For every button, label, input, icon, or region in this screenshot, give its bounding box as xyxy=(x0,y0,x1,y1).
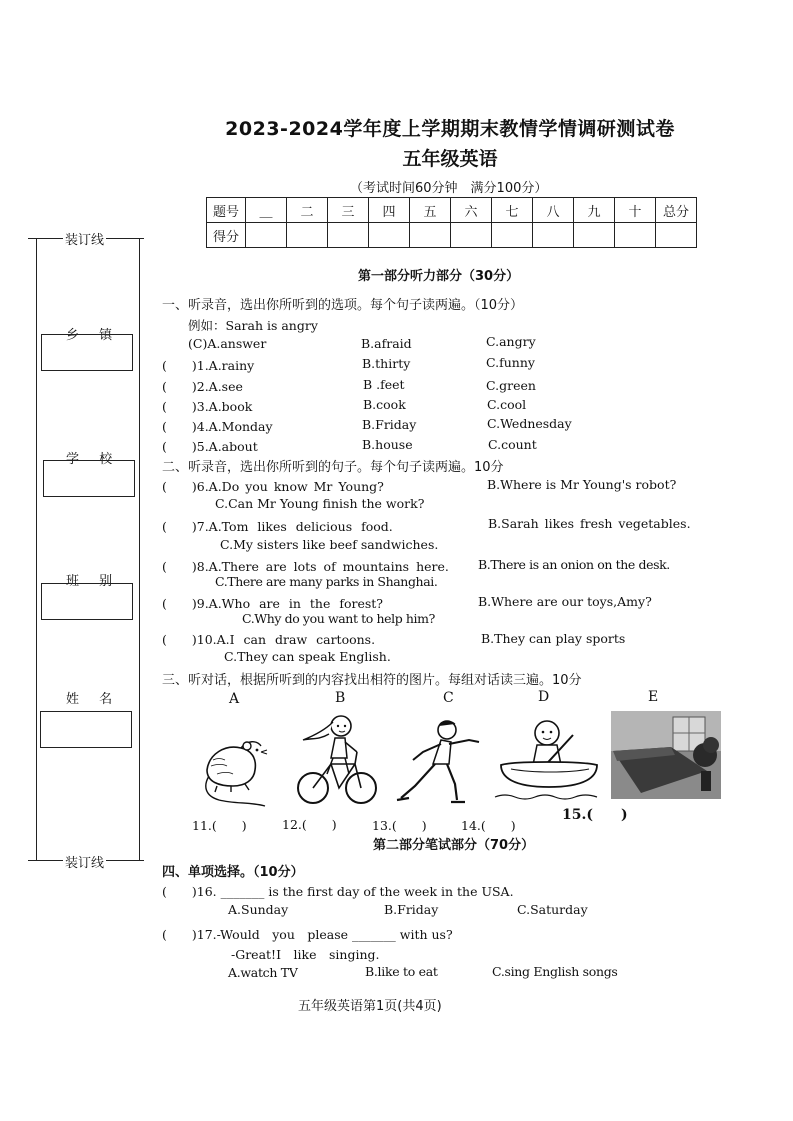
field-label-name: 姓 名 xyxy=(66,692,121,707)
exam-title: 2023-2024学年度上学期期末教情学情调研测试卷 xyxy=(225,118,675,140)
section1-example-c: C.angry xyxy=(486,334,536,349)
score-table-row-label: 题号 xyxy=(207,198,246,223)
score-table-header-row xyxy=(207,198,697,223)
score-cell[interactable] xyxy=(492,223,533,248)
section4-heading: 四、单项选择。（10分） xyxy=(162,865,304,880)
q4-option-a: ( )4.A.Monday xyxy=(162,419,273,434)
blank-13[interactable]: 13.( ) xyxy=(372,818,427,833)
binding-label-bottom: 装订线 xyxy=(63,852,106,871)
picture-letter-e: E xyxy=(648,689,659,705)
blank-11[interactable]: 11.( ) xyxy=(192,818,247,833)
score-cell[interactable] xyxy=(615,223,656,248)
score-cell[interactable] xyxy=(574,223,615,248)
q3-option-c: C.cool xyxy=(487,397,527,412)
q17-option-c: C.sing English songs xyxy=(492,964,618,979)
picture-letter-c: C xyxy=(443,690,454,706)
q5-option-a: ( )5.A.about xyxy=(162,439,258,454)
q6-option-a: ( )6.A.Do you know Mr Young? xyxy=(162,479,384,494)
score-table xyxy=(206,197,697,248)
q9-option-a: ( )9.A.Who are in the forest? xyxy=(162,596,384,611)
score-cell[interactable] xyxy=(369,223,410,248)
q16-option-b: B.Friday xyxy=(384,902,439,917)
picture-letter-b: B xyxy=(335,690,346,706)
picture-e-bedroom xyxy=(611,711,721,799)
score-cell[interactable] xyxy=(656,223,697,248)
picture-b-girl-bicycle xyxy=(295,712,377,808)
q17-option-b: B.like to eat xyxy=(365,964,438,979)
score-table-col: 二 xyxy=(287,198,328,223)
score-table-col: 十 xyxy=(615,198,656,223)
q4-option-b: B.Friday xyxy=(362,417,417,432)
part2-title: 第二部分笔试部分（70分） xyxy=(373,838,535,853)
score-table-col: 三 xyxy=(328,198,369,223)
q3-option-a: ( )3.A.book xyxy=(162,399,253,414)
score-table-col: 四 xyxy=(369,198,410,223)
picture-letter-a: A xyxy=(229,691,240,707)
q10-option-c: C.They can speak English. xyxy=(224,649,391,664)
field-box-name[interactable] xyxy=(40,711,132,748)
q17-reply: -Great!I like singing. xyxy=(231,947,380,962)
score-table-col: 七 xyxy=(492,198,533,223)
binding-label-top: 装订线 xyxy=(63,229,106,248)
score-table-score-row xyxy=(207,223,697,248)
q4-option-c: C.Wednesday xyxy=(487,416,572,431)
page-footer: 五年级英语第1页(共4页) xyxy=(298,999,442,1014)
q3-option-b: B.cook xyxy=(363,397,406,412)
score-table-col: 六 xyxy=(451,198,492,223)
part1-title: 第一部分听力部分（30分） xyxy=(358,269,520,284)
q7-option-b: B.Sarah likes fresh vegetables. xyxy=(488,516,691,531)
q6-option-b: B.Where is Mr Young's robot? xyxy=(487,477,677,492)
q1-option-a: ( )1.A.rainy xyxy=(162,358,255,373)
score-cell[interactable] xyxy=(533,223,574,248)
section1-example-prompt: 例如：Sarah is angry xyxy=(188,318,318,333)
field-box-township[interactable] xyxy=(41,334,133,371)
picture-c-kung-fu-man xyxy=(393,712,483,808)
exam-time-info: （考试时间60分钟 满分100分） xyxy=(350,181,548,196)
exam-subtitle: 五年级英语 xyxy=(402,148,498,170)
score-table-row-label: 得分 xyxy=(207,223,246,248)
field-box-class[interactable] xyxy=(41,583,133,620)
q16-option-c: C.Saturday xyxy=(517,902,588,917)
section3-heading: 三、听对话，根据所听到的内容找出相符的图片。每组对话读三遍。10分 xyxy=(162,673,582,688)
q5-option-b: B.house xyxy=(362,437,413,452)
section1-example-b: B.afraid xyxy=(361,336,412,351)
score-table-col: ＿ xyxy=(246,198,287,223)
q9-option-b: B.Where are our toys,Amy? xyxy=(478,594,652,609)
q6-option-c: C.Can Mr Young finish the work? xyxy=(215,496,425,511)
section1-example-answer: (C)A.answer xyxy=(188,336,267,351)
blank-14[interactable]: 14.( ) xyxy=(461,818,516,833)
q9-option-c: C.Why do you want to help him? xyxy=(242,611,435,626)
q2-option-c: C.green xyxy=(486,378,536,393)
q16-option-a: A.Sunday xyxy=(228,902,289,917)
q2-option-b: B .feet xyxy=(363,377,405,392)
blank-15[interactable]: 15.( ) xyxy=(562,807,628,823)
blank-12[interactable]: 12.( ) xyxy=(282,817,337,832)
score-table-col: 八 xyxy=(533,198,574,223)
field-box-school[interactable] xyxy=(43,460,135,497)
score-table-col: 总分 xyxy=(656,198,697,223)
picture-d-boy-boat xyxy=(493,713,605,805)
picture-letter-d: D xyxy=(538,689,550,705)
picture-a-rat xyxy=(197,730,273,810)
field-label-class: 班 别 xyxy=(66,574,121,589)
q17-stem: ( )17.-Would you please _______ with us? xyxy=(162,927,453,942)
score-table-col: 九 xyxy=(574,198,615,223)
q17-option-a: A.watch TV xyxy=(228,965,298,980)
score-cell[interactable] xyxy=(287,223,328,248)
q10-option-b: B.They can play sports xyxy=(481,631,626,646)
q10-option-a: ( )10.A.I can draw cartoons. xyxy=(162,632,376,647)
score-cell[interactable] xyxy=(451,223,492,248)
q5-option-c: C.count xyxy=(488,437,537,452)
q8-option-a: ( )8.A.There are lots of mountains here. xyxy=(162,559,449,574)
q8-option-c: C.There are many parks in Shanghai. xyxy=(215,574,438,589)
score-cell[interactable] xyxy=(246,223,287,248)
q16-stem: ( )16. _______ is the first day of the week in the USA. xyxy=(162,884,514,899)
field-label-school: 学 校 xyxy=(66,452,121,467)
q1-option-c: C.funny xyxy=(486,355,535,370)
section2-heading: 二、听录音，选出你所听到的句子。每个句子读两遍。10分 xyxy=(162,460,504,475)
score-cell[interactable] xyxy=(328,223,369,248)
q1-option-b: B.thirty xyxy=(362,356,411,371)
score-cell[interactable] xyxy=(410,223,451,248)
field-label-township: 乡 镇 xyxy=(66,328,121,343)
q8-option-b: B.There is an onion on the desk. xyxy=(478,557,670,572)
q7-option-c: C.My sisters like beef sandwiches. xyxy=(220,537,439,552)
q7-option-a: ( )7.A.Tom likes delicious food. xyxy=(162,519,393,534)
q2-option-a: ( )2.A.see xyxy=(162,379,243,394)
score-table-col: 五 xyxy=(410,198,451,223)
section1-heading: 一、听录音，选出你所听到的选项。每个句子读两遍。（10分） xyxy=(162,298,524,313)
